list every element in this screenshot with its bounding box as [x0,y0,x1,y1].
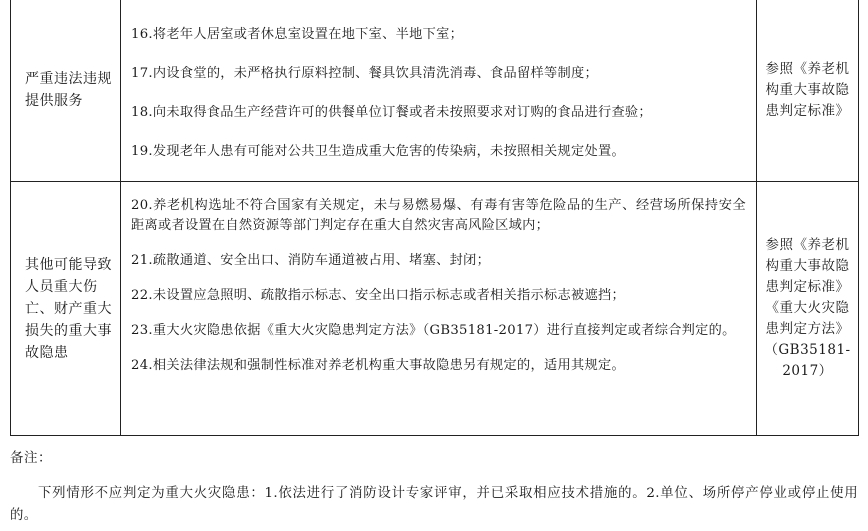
list-item: 17.内设食堂的，未严格执行原料控制、餐具饮具清洗消毒、食品留样等制度； [131,66,598,81]
category-cell [11,182,121,436]
list-item: 21.疏散通道、安全出口、消防车通道被占用、堵塞、封闭； [131,253,491,268]
table-row [11,182,859,436]
notes-text: 下列情形不应判定为重大火灾隐患：1.依法进行了消防设计专家评审，并已采取相应技术措施的。2.单位、场所停产停业或停止使用的。 [10,486,858,523]
reference-cell [757,182,859,436]
list-item: 22.未设置应急照明、疏散指示标志、安全出口指示标志或者相关指示标志被遮挡； [131,288,625,303]
reference-label: 参照《养老机构重大事故隐患判定标准》《重大火灾隐患判定方法》（GB35181-2017） [764,237,851,379]
list-item: 16.将老年人居室或者休息室设置在地下室、半地下室； [131,27,464,42]
list-item: 18.向未取得食品生产经营许可的供餐单位订餐或者未按照要求对订购的食品进行查验； [131,105,652,120]
table-row [11,0,859,182]
items-cell [121,0,757,182]
category-label: 严重违法违规提供服务 [25,71,112,109]
category-cell [11,0,121,182]
items-cell [121,182,757,436]
list-item: 20.养老机构选址不符合国家有关规定，未与易燃易爆、有毒有害等危险品的生产、经营场所保持安全距离或者设置在自然资源等部门判定存在重大自然灾害高风险区域内； [131,198,746,233]
list-item: 23.重大火灾隐患依据《重大火灾隐患判定方法》（GB35181-2017）进行直接判定或者综合判定的。 [131,323,736,338]
list-item: 24.相关法律法规和强制性标准对养老机构重大事故隐患另有规定的，适用其规定。 [131,358,625,373]
hazard-criteria-table [10,0,859,436]
reference-label: 参照《养老机构重大事故隐患判定标准》 [765,60,850,119]
notes-label: 备注： [10,450,52,466]
category-label: 其他可能导致人员重大伤亡、财产重大损失的重大事故隐患 [25,256,112,361]
reference-cell [757,0,859,182]
list-item: 19.发现老年人患有可能对公共卫生造成重大危害的传染病，未按照相关规定处置。 [131,144,625,159]
